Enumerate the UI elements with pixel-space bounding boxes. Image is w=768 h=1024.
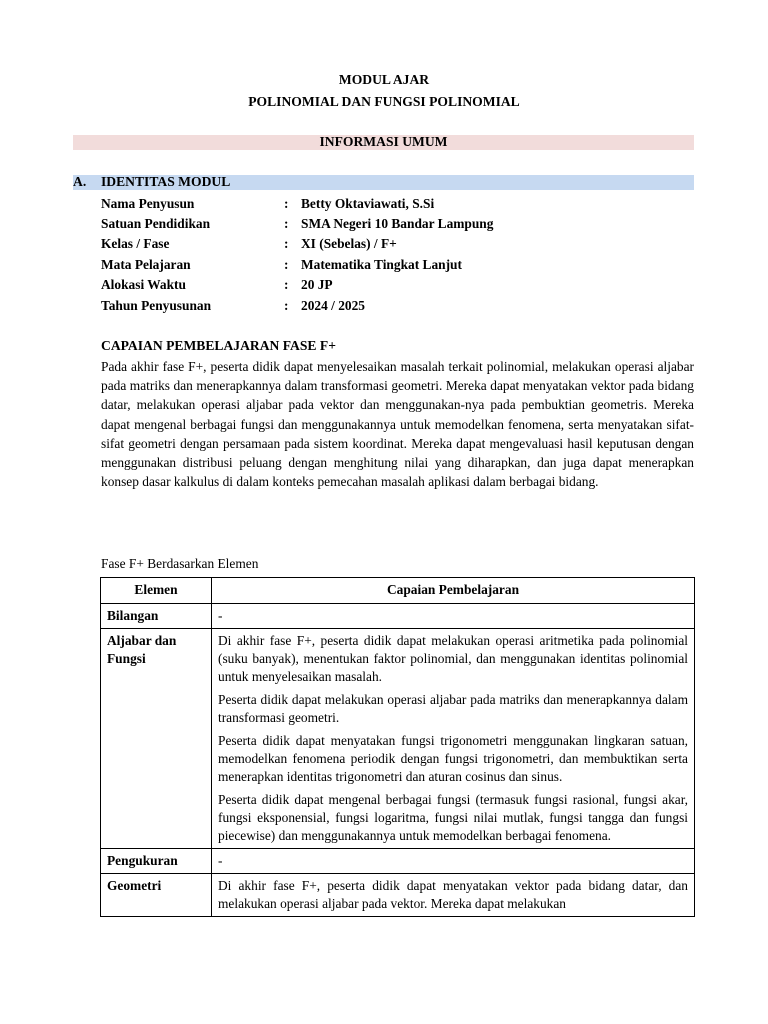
capaian-paragraph-item: Di akhir fase F+, peserta didik dapat melakukan operasi aritmetika pada polinomial (suku banyak), menentukan faktor polinomial, dan menggunakan identitas polinomial untuk menyelesaikan masalah. [218,633,688,684]
elemen-cell: Geometri [101,874,212,917]
header-elemen: Elemen [101,578,212,604]
capaian-cell [212,849,695,874]
elemen-cell: Bilangan [101,604,212,629]
identity-label: Kelas / Fase [101,236,170,251]
identity-colon: : [284,236,289,251]
table-row [101,849,695,874]
module-title: MODUL AJAR [338,72,430,87]
header-capaian: Capaian Pembelajaran [212,578,695,604]
identity-colon: : [284,257,289,272]
capaian-cell [212,604,695,629]
elemen-cell: Pengukuran [101,849,212,874]
table-header-row [101,578,695,604]
identity-label: Alokasi Waktu [101,277,186,292]
identity-colon: : [284,216,289,231]
identity-value: Betty Oktaviawati, S.Si [301,196,435,211]
identity-colon: : [284,196,289,211]
capaian-table [100,577,695,917]
section-a-number: A. [73,174,87,189]
capaian-paragraph-item: - [218,608,223,623]
table-row [101,629,695,849]
table-row [101,874,695,917]
identity-label: Mata Pelajaran [101,257,191,272]
capaian-paragraph: Pada akhir fase F+, peserta didik dapat menyelesaikan masalah terkait polinomial, melakukan operasi aljabar pada matriks dan menerapkannya dalam transformasi geometri. Mereka dapat menyatakan vektor pada bidang datar, melakukan operasi aljabar pada vektor dan menggunakan-nya pada pembuktian geometris. Mereka dapat mengenal berbagai fungsi dan menggunakannya untuk memodelkan fenomena, serta menyatakan sifat-sifat geometri dengan persamaan pada sistem koordinat. Mereka dapat mengevaluasi hasil keputusan dengan menggunakan distribusi peluang dengan menghitung nilai yang diharapkan, dan juga dapat menerapkan konsep dasar kalkulus di dalam konteks pemecahan masalah aplikasi dalam berbagai bidang. [101,359,694,490]
table-row [101,604,695,629]
capaian-cell [212,629,695,849]
section-a-title: IDENTITAS MODUL [101,174,231,189]
capaian-paragraph-item: Di akhir fase F+, peserta didik dapat menyatakan vektor pada bidang datar, dan melakukan operasi aljabar pada vektor. Mereka dapat melakukan [218,878,688,911]
capaian-paragraph-item: Peserta didik dapat mengenal berbagai fungsi (termasuk fungsi rasional, fungsi akar, fungsi eksponensial, fungsi logaritma, fungsi nilai mutlak, fungsi tangga dan fungsi piecewise) dan menggunakannya untuk memodelkan berbagai fenomena. [218,792,688,843]
elemen-cell: Aljabar dan Fungsi [101,629,212,849]
identity-colon: : [284,298,289,313]
info-umum-heading: INFORMASI UMUM [319,134,448,149]
identity-value: 2024 / 2025 [301,298,365,313]
capaian-paragraph-item: Peserta didik dapat melakukan operasi aljabar pada matriks dan menerapkannya dalam transformasi geometri. [218,692,688,725]
capaian-paragraph-item: - [218,853,223,868]
identity-colon: : [284,277,289,292]
table-caption: Fase F+ Berdasarkan Elemen [101,556,259,571]
identity-label: Satuan Pendidikan [101,216,211,231]
identity-value: XI (Sebelas) / F+ [301,236,397,251]
identity-value: Matematika Tingkat Lanjut [301,257,462,272]
capaian-heading: CAPAIAN PEMBELAJARAN FASE F+ [101,338,336,353]
capaian-paragraph-item: Peserta didik dapat menyatakan fungsi trigonometri menggunakan lingkaran satuan, memodelkan fenomena periodik dengan fungsi trigonometri, dan membuktikan serta menerapkan identitas trigonometri dan aturan cosinus dan sinus. [218,733,688,784]
section-a-heading [73,174,230,190]
identity-label: Tahun Penyusunan [101,298,212,313]
identity-label: Nama Penyusun [101,196,195,211]
identity-value: 20 JP [301,277,333,292]
module-subtitle: POLINOMIAL DAN FUNGSI POLINOMIAL [248,94,520,109]
capaian-cell [212,874,695,917]
identity-value: SMA Negeri 10 Bandar Lampung [301,216,494,231]
